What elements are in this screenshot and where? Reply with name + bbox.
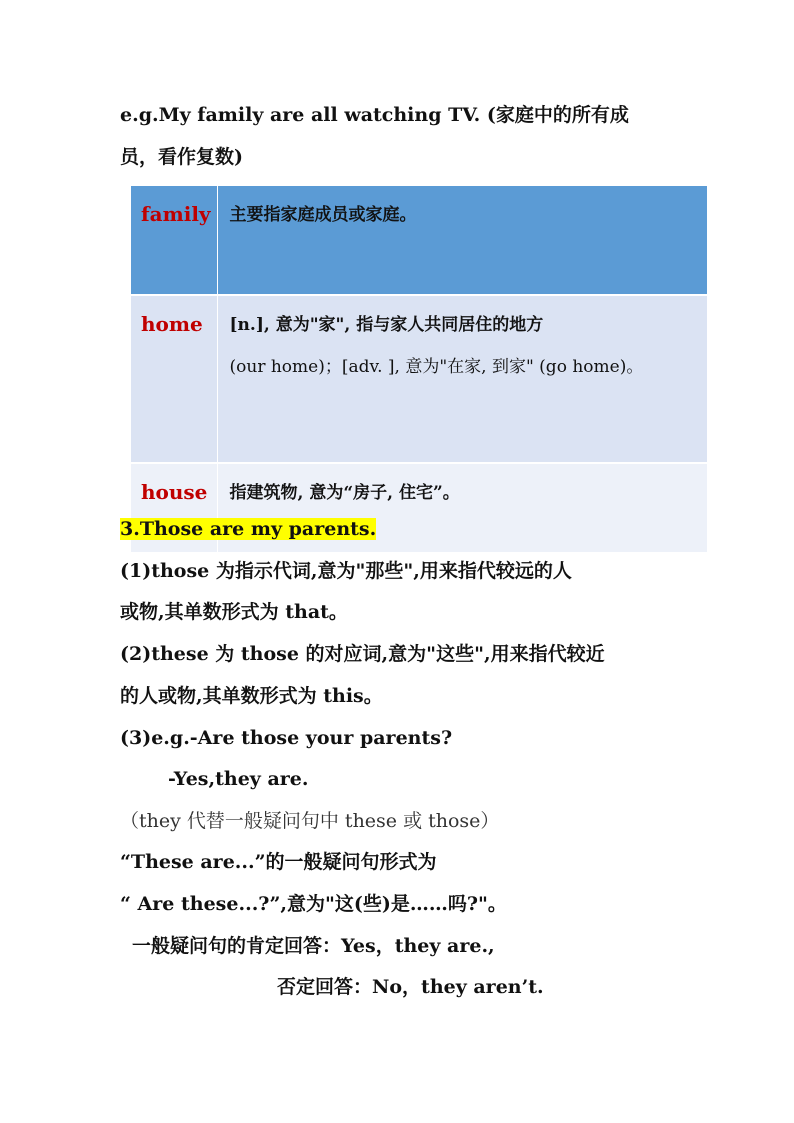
definition-line: 指建筑物, 意为“房子, 住宅”。 [229,483,460,503]
word-cell: house [131,463,217,553]
positive-answer-line: 一般疑问句的肯定回答：Yes，they are., [132,935,495,957]
paragraph-3-line-2: -Yes,they are. [168,768,309,790]
definition-line: 主要指家庭成员或家庭。 [229,205,417,225]
table-row [131,295,707,463]
vocab-table [131,186,707,554]
definition-cell [217,295,707,463]
paragraph-1-line-1: (1)those 为指示代词,意为"那些",用来指代较远的人 [120,560,572,582]
definition-line: (our home)；[adv. ], 意为"在家, 到家" (go home)。 [229,357,644,377]
paragraph-1-line-2: 或物,其单数形式为 that。 [120,601,348,623]
paragraph-3-line-1: (3)e.g.-Are those your parents? [120,727,453,749]
intro-line-2: 员，看作复数) [120,146,243,168]
word-cell: family [131,186,217,295]
definition-line: [n.], 意为"家", 指与家人共同居住的地方 [229,315,544,335]
highlighted-heading: 3.Those are my parents. [120,518,377,540]
intro-line-1: e.g.My family are all watching TV. (家庭中的所有成 [120,104,629,126]
note-line: （they 代替一般疑问句中 these 或 those） [120,810,500,832]
word-cell: home [131,295,217,463]
question-form-line-1: “These are...”的一般疑问句形式为 [120,851,437,873]
negative-answer-line: 否定回答：No，they aren’t. [277,976,544,998]
section-heading [120,518,376,542]
paragraph-2-line-2: 的人或物,其单数形式为 this。 [120,685,383,707]
paragraph-2-line-1: (2)these 为 those 的对应词,意为"这些",用来指代较近 [120,643,605,665]
question-form-line-2: “ Are these...?”,意为"这(些)是……吗?"。 [120,893,507,915]
table-row [131,186,707,295]
definition-cell [217,186,707,295]
